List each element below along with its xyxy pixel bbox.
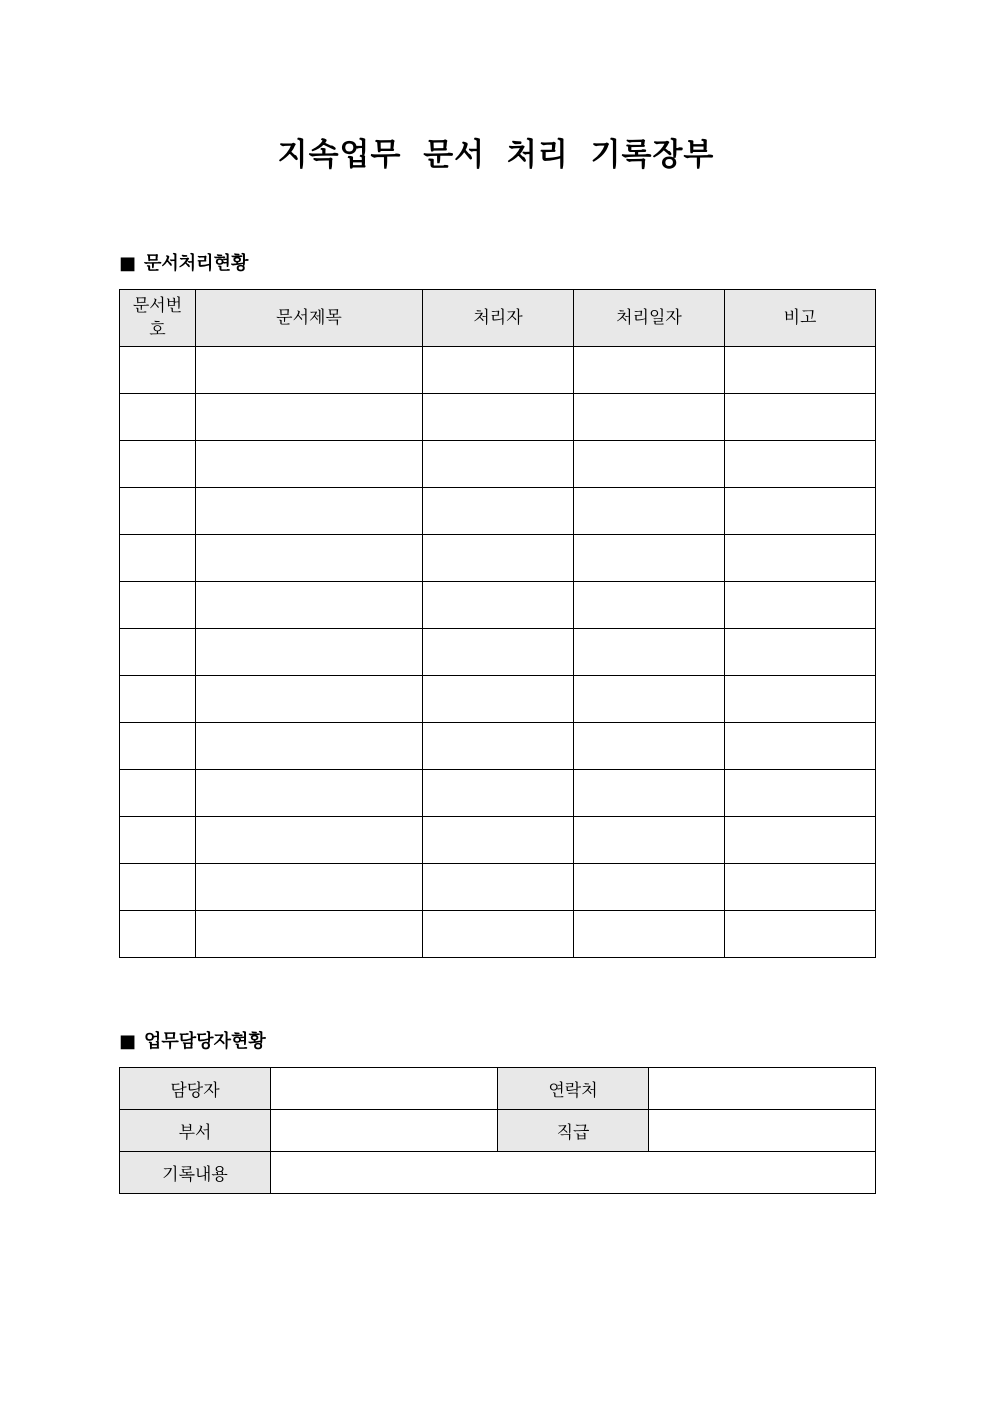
- doc-number-cell[interactable]: [120, 864, 196, 911]
- column-header-handler: 처리자: [423, 290, 574, 347]
- handler-cell[interactable]: [423, 817, 574, 864]
- column-header-doc-number: 문서번호: [120, 290, 196, 347]
- doc-title-cell[interactable]: [196, 441, 423, 488]
- table-row: [120, 864, 876, 911]
- doc-title-cell[interactable]: [196, 723, 423, 770]
- handler-cell[interactable]: [423, 441, 574, 488]
- handle-date-cell[interactable]: [574, 817, 725, 864]
- table-row: [120, 1152, 876, 1194]
- remarks-cell[interactable]: [725, 723, 876, 770]
- remarks-cell[interactable]: [725, 864, 876, 911]
- column-header-doc-title: 문서제목: [196, 290, 423, 347]
- handle-date-cell[interactable]: [574, 911, 725, 958]
- doc-number-cell[interactable]: [120, 582, 196, 629]
- manager-field[interactable]: [271, 1068, 498, 1110]
- handle-date-cell[interactable]: [574, 488, 725, 535]
- table-row: [120, 582, 876, 629]
- doc-number-cell[interactable]: [120, 488, 196, 535]
- doc-title-cell[interactable]: [196, 864, 423, 911]
- remarks-cell[interactable]: [725, 535, 876, 582]
- department-field[interactable]: [271, 1110, 498, 1152]
- doc-title-cell[interactable]: [196, 347, 423, 394]
- page-title: 지속업무 문서 처리 기록장부: [277, 137, 715, 173]
- doc-number-cell[interactable]: [120, 723, 196, 770]
- remarks-cell[interactable]: [725, 629, 876, 676]
- handler-cell[interactable]: [423, 676, 574, 723]
- table-row: [120, 629, 876, 676]
- handle-date-cell[interactable]: [574, 723, 725, 770]
- contact-field[interactable]: [649, 1068, 876, 1110]
- table-row: [120, 911, 876, 958]
- doc-number-cell[interactable]: [120, 911, 196, 958]
- doc-title-cell[interactable]: [196, 911, 423, 958]
- handle-date-cell[interactable]: [574, 347, 725, 394]
- doc-title-cell[interactable]: [196, 629, 423, 676]
- square-bullet-icon: ■: [119, 1031, 137, 1052]
- square-bullet-icon: ■: [119, 253, 137, 274]
- position-label: 직급: [498, 1110, 649, 1152]
- doc-title-cell[interactable]: [196, 676, 423, 723]
- position-field[interactable]: [649, 1110, 876, 1152]
- remarks-cell[interactable]: [725, 488, 876, 535]
- doc-title-cell[interactable]: [196, 394, 423, 441]
- doc-number-cell[interactable]: [120, 535, 196, 582]
- remarks-cell[interactable]: [725, 441, 876, 488]
- document-records-table: [119, 289, 876, 958]
- doc-title-cell[interactable]: [196, 582, 423, 629]
- table-row: [120, 347, 876, 394]
- record-content-field[interactable]: [271, 1152, 876, 1194]
- table-row: [120, 441, 876, 488]
- section-heading-text: 업무담당자현황: [144, 1031, 266, 1052]
- handler-cell[interactable]: [423, 347, 574, 394]
- column-header-remarks: 비고: [725, 290, 876, 347]
- manager-label: 담당자: [120, 1068, 271, 1110]
- handler-cell[interactable]: [423, 723, 574, 770]
- handle-date-cell[interactable]: [574, 394, 725, 441]
- table-header-row: [120, 290, 876, 347]
- staff-info-table: [119, 1067, 876, 1194]
- department-label: 부서: [120, 1110, 271, 1152]
- table-row: [120, 817, 876, 864]
- section-heading-text: 문서처리현황: [144, 253, 249, 274]
- doc-title-cell[interactable]: [196, 535, 423, 582]
- remarks-cell[interactable]: [725, 582, 876, 629]
- remarks-cell[interactable]: [725, 347, 876, 394]
- contact-label: 연락처: [498, 1068, 649, 1110]
- column-header-handle-date: 처리일자: [574, 290, 725, 347]
- handler-cell[interactable]: [423, 911, 574, 958]
- handler-cell[interactable]: [423, 535, 574, 582]
- handle-date-cell[interactable]: [574, 629, 725, 676]
- remarks-cell[interactable]: [725, 770, 876, 817]
- table-row: [120, 488, 876, 535]
- doc-title-cell[interactable]: [196, 770, 423, 817]
- table-row: [120, 723, 876, 770]
- section-heading-document-status: [119, 252, 248, 276]
- doc-number-cell[interactable]: [120, 817, 196, 864]
- handler-cell[interactable]: [423, 394, 574, 441]
- handler-cell[interactable]: [423, 629, 574, 676]
- doc-number-cell[interactable]: [120, 394, 196, 441]
- doc-number-cell[interactable]: [120, 629, 196, 676]
- remarks-cell[interactable]: [725, 817, 876, 864]
- table-row: [120, 770, 876, 817]
- doc-number-cell[interactable]: [120, 347, 196, 394]
- record-content-label: 기록내용: [120, 1152, 271, 1194]
- table-row: [120, 1068, 876, 1110]
- handle-date-cell[interactable]: [574, 676, 725, 723]
- handle-date-cell[interactable]: [574, 535, 725, 582]
- table-row: [120, 535, 876, 582]
- section-heading-staff-status: [119, 1030, 266, 1054]
- handler-cell[interactable]: [423, 488, 574, 535]
- handler-cell[interactable]: [423, 582, 574, 629]
- handler-cell[interactable]: [423, 770, 574, 817]
- table-row: [120, 394, 876, 441]
- remarks-cell[interactable]: [725, 676, 876, 723]
- doc-number-cell[interactable]: [120, 676, 196, 723]
- handle-date-cell[interactable]: [574, 864, 725, 911]
- handle-date-cell[interactable]: [574, 582, 725, 629]
- remarks-cell[interactable]: [725, 911, 876, 958]
- handler-cell[interactable]: [423, 864, 574, 911]
- remarks-cell[interactable]: [725, 394, 876, 441]
- doc-number-cell[interactable]: [120, 441, 196, 488]
- doc-title-cell[interactable]: [196, 488, 423, 535]
- table-row: [120, 1110, 876, 1152]
- table-row: [120, 676, 876, 723]
- doc-title-cell[interactable]: [196, 817, 423, 864]
- handle-date-cell[interactable]: [574, 770, 725, 817]
- doc-number-cell[interactable]: [120, 770, 196, 817]
- handle-date-cell[interactable]: [574, 441, 725, 488]
